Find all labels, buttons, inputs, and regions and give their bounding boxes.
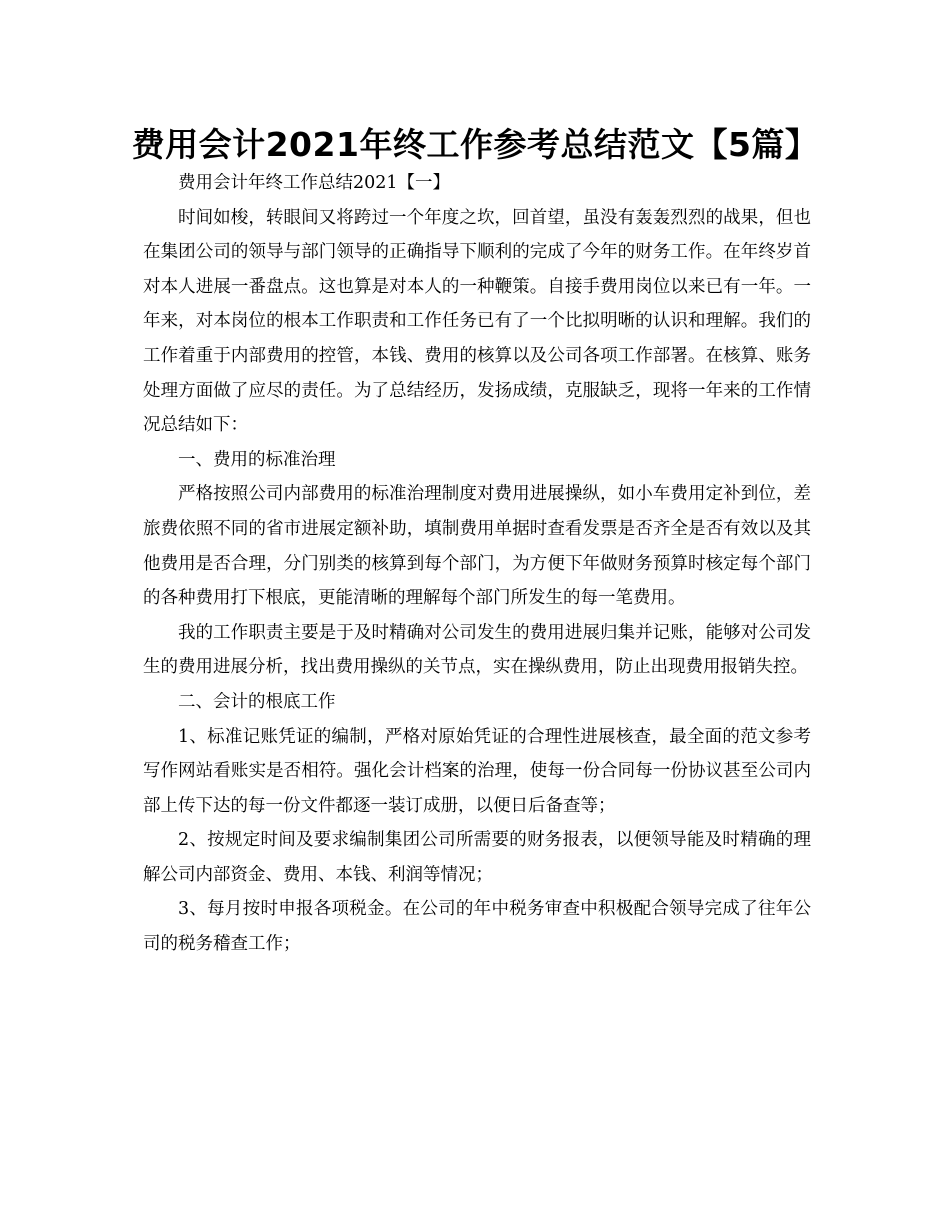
document-body (143, 166, 811, 962)
list-item-taxes: 3、每月按时申报各项税金。在公司的年中税务审查中积极配合领导完成了往年公司的税务稽查工作； (143, 899, 811, 955)
paragraph-intro: 时间如梭，转眼间又将跨过一个年度之坎，回首望，虽没有轰轰烈烈的战果，但也在集团公司的领导与部门领导的正确指导下顺利的完成了今年的财务工作。在年终岁首对本人进展一番盘点。这也算是对本人的一种鞭策。自接手费用岗位以来已有一年。一年来，对本岗位的根本工作职责和工作任务已有了一个比拟明晰的认识和理解。我们的工作着重于内部费用的控管，本钱、费用的核算以及公司各项工作部署。在核算、账务处理方面做了应尽的责任。为了总结经历，发扬成绩，克服缺乏，现将一年来的工作情况总结如下： (143, 207, 811, 436)
paragraph-job-duties: 我的工作职责主要是于及时精确对公司发生的费用进展归集并记账，能够对公司发生的费用进展分析，找出费用操纵的关节点，实在操纵费用，防止出现费用报销失控。 (143, 622, 811, 678)
list-item-reports: 2、按规定时间及要求编制集团公司所需要的财务报表，以便领导能及时精确的理解公司内部资金、费用、本钱、利润等情况； (143, 830, 811, 885)
section-heading-basic-accounting: 二、会计的根底工作 (178, 691, 336, 712)
paragraph-expense-control: 严格按照公司内部费用的标准治理制度对费用进展操纵，如小车费用定补到位，差旅费依照不同的省市进展定额补助，填制费用单据时查看发票是否齐全是否有效以及其他费用是否合理，分门别类的核算到每个部门，为方便下年做财务预算时核定每个部门的各种费用打下根底，更能清晰的理解每个部门所发生的每一笔费用。 (143, 484, 811, 609)
section-heading-expense-management: 一、费用的标准治理 (178, 449, 336, 470)
document-title: 费用会计2021年终工作参考总结范文【5篇】 (131, 125, 819, 164)
section-heading-part-one: 费用会计年终工作总结2021【一】 (178, 173, 451, 193)
list-item-vouchers: 1、标准记账凭证的编制，严格对原始凭证的合理性进展核查，最全面的范文参考写作网站看账实是否相符。强化会计档案的治理，使每一份合同每一份协议甚至公司内部上传下达的每一份文件都逐一装订成册，以便日后备查等； (143, 726, 811, 816)
